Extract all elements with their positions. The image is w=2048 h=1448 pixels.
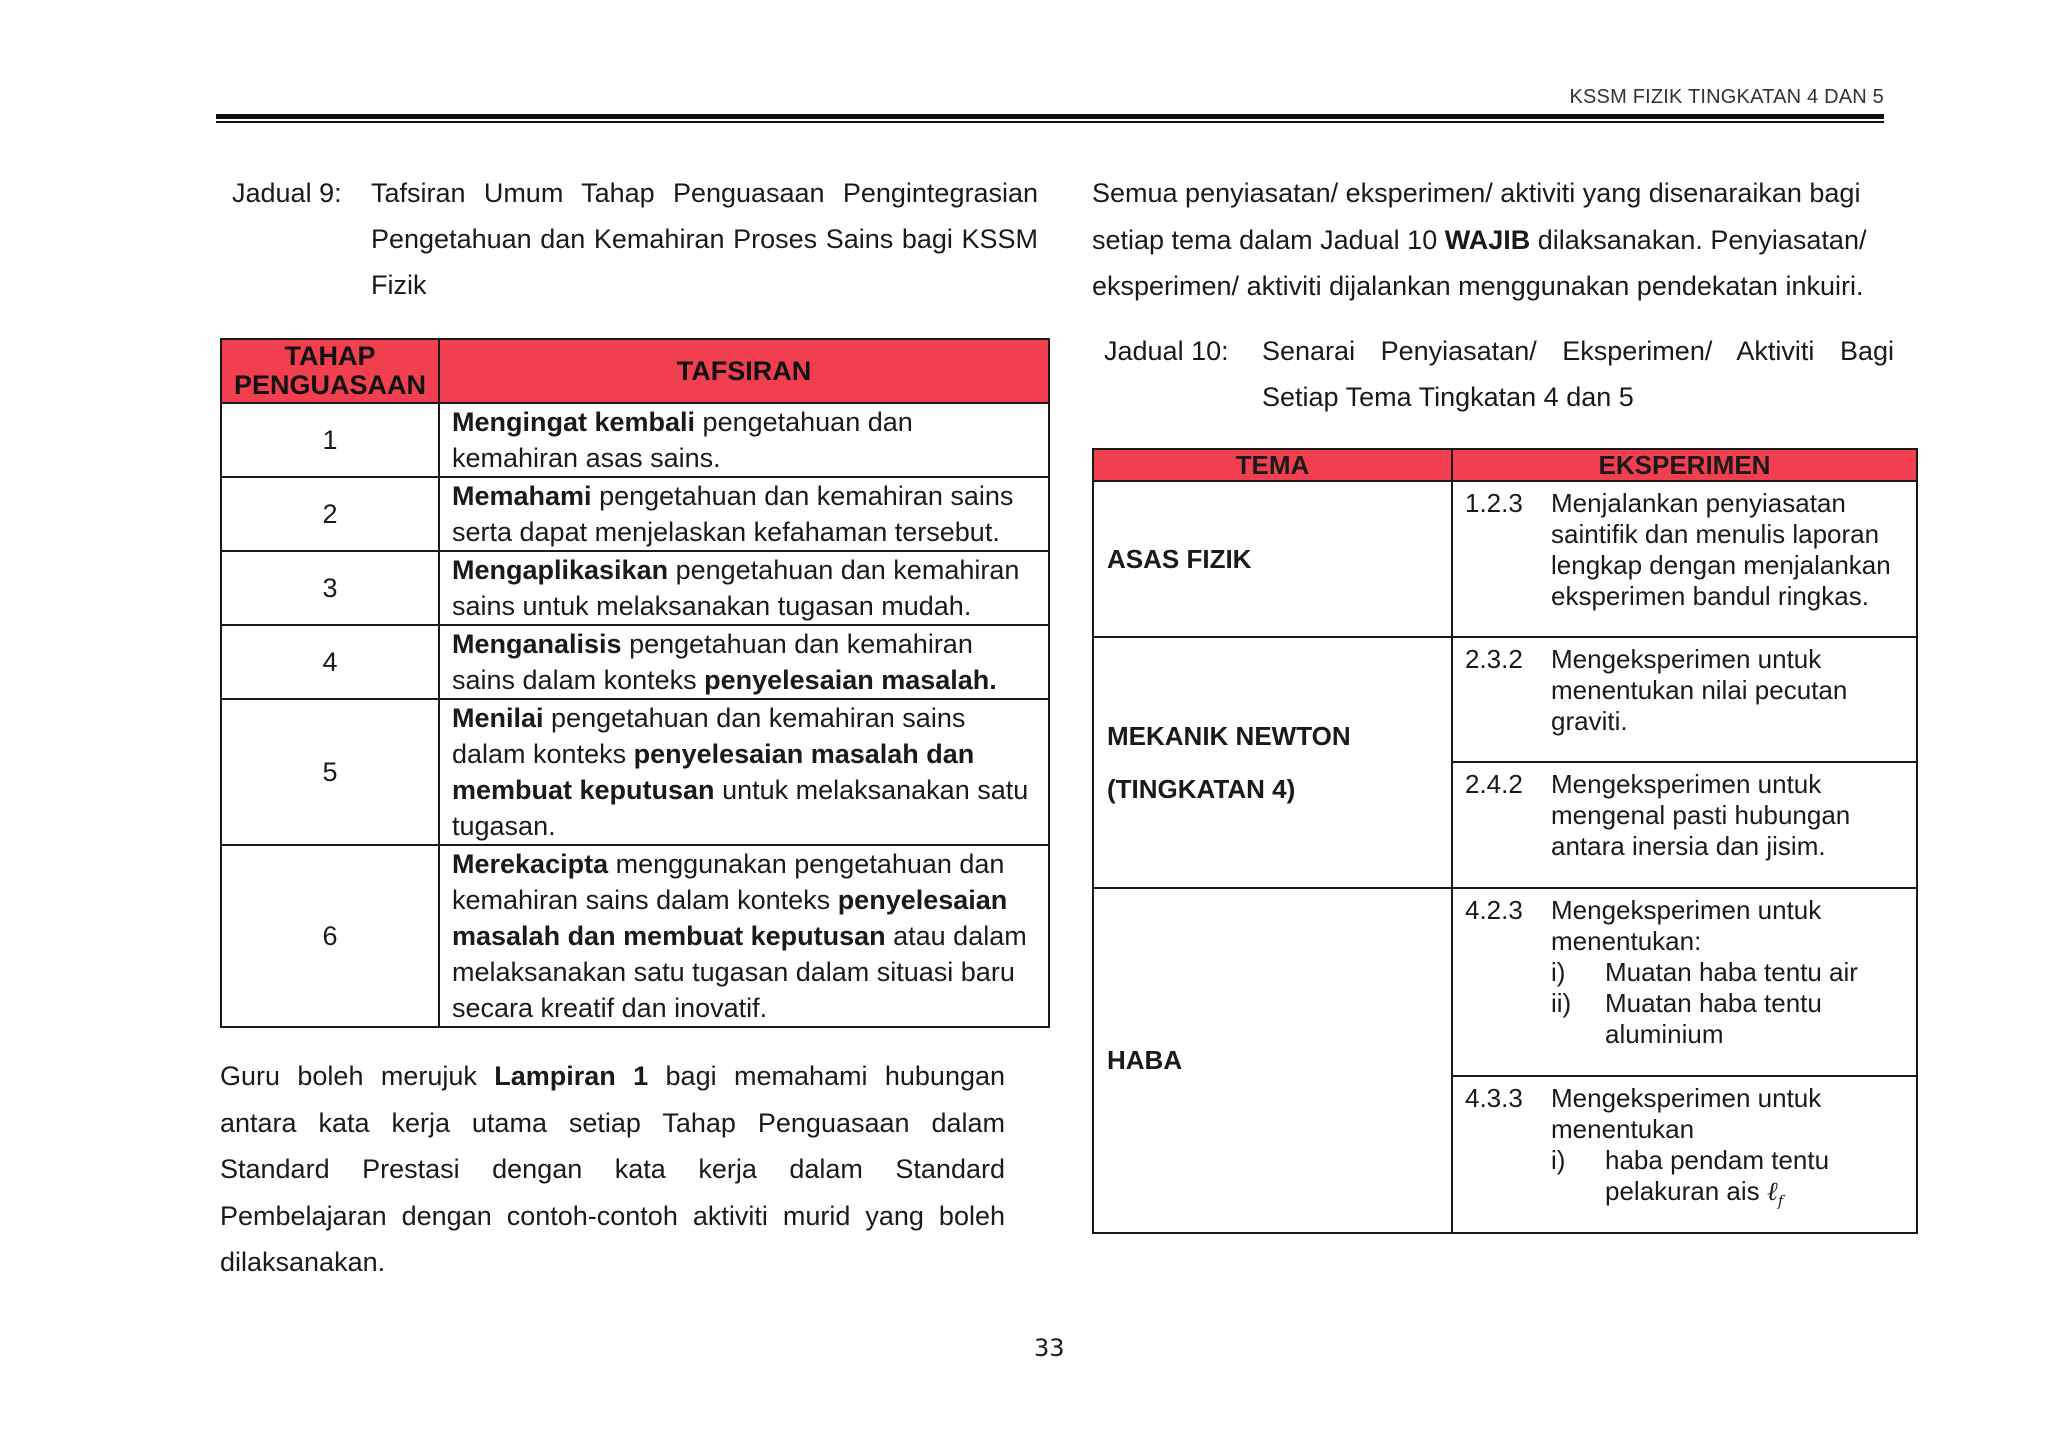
tema-cell: MEKANIK NEWTON (TINGKATAN 4) [1093,637,1452,888]
header-rule-thin [216,121,1884,123]
level-cell: 2 [221,477,439,551]
level-cell: 3 [221,551,439,625]
level-cell: 6 [221,845,439,1027]
tema-cell: ASAS FIZIK [1093,481,1452,637]
tafsiran-cell: Memahami pengetahuan dan kemahiran sains serta dapat menjelaskan kefahaman tersebut. [439,477,1049,551]
table-row [221,551,1049,625]
level-cell: 4 [221,625,439,699]
table10-header-eksperimen: EKSPERIMEN [1452,449,1917,481]
table9-caption-text: Tafsiran Umum Tahap Penguasaan Pengintegrasian Pengetahuan dan Kemahiran Proses Sains bagi KSSM Fizik [371,178,1038,300]
eksperimen-cell: 4.2.3 Mengeksperimen untuk menentukan: i) Muatan haba tentu air ii) Muatan haba tentu aluminium [1452,888,1917,1076]
table10-caption-text: Senarai Penyiasatan/ Eksperimen/ Aktiviti Bagi Setiap Tema Tingkatan 4 dan 5 [1262,336,1894,412]
table-row [1093,481,1917,637]
level-cell: 5 [221,699,439,845]
eksperimen-cell: 2.3.2 Mengeksperimen untuk menentukan nilai pecutan graviti. [1452,637,1917,762]
tafsiran-cell: Mengaplikasikan pengetahuan dan kemahiran sains untuk melaksanakan tugasan mudah. [439,551,1049,625]
table-row [221,625,1049,699]
table9-caption-label: Jadual 9: [232,178,342,208]
running-header: KSSM FIZIK TINGKATAN 4 DAN 5 [1569,86,1884,108]
table9 [220,338,1050,1028]
table9-header-tafsiran: TAFSIRAN [439,339,1049,403]
level-cell: 1 [221,403,439,477]
tafsiran-cell: Merekacipta menggunakan pengetahuan dan kemahiran sains dalam konteks penyelesaian masalah dan membuat keputusan atau dalam melaksanakan satu tugasan dalam situasi baru secara kreatif dan inovatif. [439,845,1049,1027]
tafsiran-cell: Menilai pengetahuan dan kemahiran sains dalam konteks penyelesaian masalah dan membuat keputusan untuk melaksanakan satu tugasan. [439,699,1049,845]
table-row [221,699,1049,845]
eksperimen-cell: 4.3.3 Mengeksperimen untuk menentukan i) haba pendam tentu pelakuran ais ℓ$_f$ [1452,1076,1917,1233]
table10 [1092,448,1918,1234]
table-row [221,403,1049,477]
eksperimen-cell: 1.2.3 Menjalankan penyiasatan saintifik dan menulis laporan lengkap dengan menjalankan eksperimen bandul ringkas. [1452,481,1917,637]
tema-cell: HABA [1093,888,1452,1233]
eksperimen-cell: 2.4.2 Mengeksperimen untuk mengenal pasti hubungan antara inersia dan jisim. [1452,762,1917,888]
table-row [221,477,1049,551]
table-row [1093,637,1917,762]
header-rule-thick [216,114,1884,119]
table-row [1093,888,1917,1076]
page-number: 33 [1034,1334,1065,1362]
tafsiran-cell: Mengingat kembali pengetahuan dan kemahiran asas sains. [439,403,1049,477]
table-row [221,845,1049,1027]
latent-heat-symbol: ℓ$_f$ [1766,1177,1784,1211]
table9-header-level: TAHAP PENGUASAAN [221,339,439,403]
wajib-paragraph: Semua penyiasatan/ eksperimen/ aktiviti yang disenaraikan bagi setiap tema dalam Jadual 10 WAJIB dilaksanakan. Penyiasatan/ eksperimen/ aktiviti dijalankan menggunakan pendekatan inkuiri. [1092,178,1867,301]
lampiran-paragraph: Guru boleh merujuk Lampiran 1 bagi memahami hubungan antara kata kerja utama setiap Tahap Penguasaan dalam Standard Prestasi dengan kata kerja dalam Standard Pembelajaran dengan contoh-contoh aktiviti murid yang boleh dilaksanakan. [220,1061,1006,1277]
table10-caption-label: Jadual 10: [1104,336,1229,366]
tafsiran-cell: Menganalisis pengetahuan dan kemahiran sains dalam konteks penyelesaian masalah. [439,625,1049,699]
table10-header-tema: TEMA [1093,449,1452,481]
